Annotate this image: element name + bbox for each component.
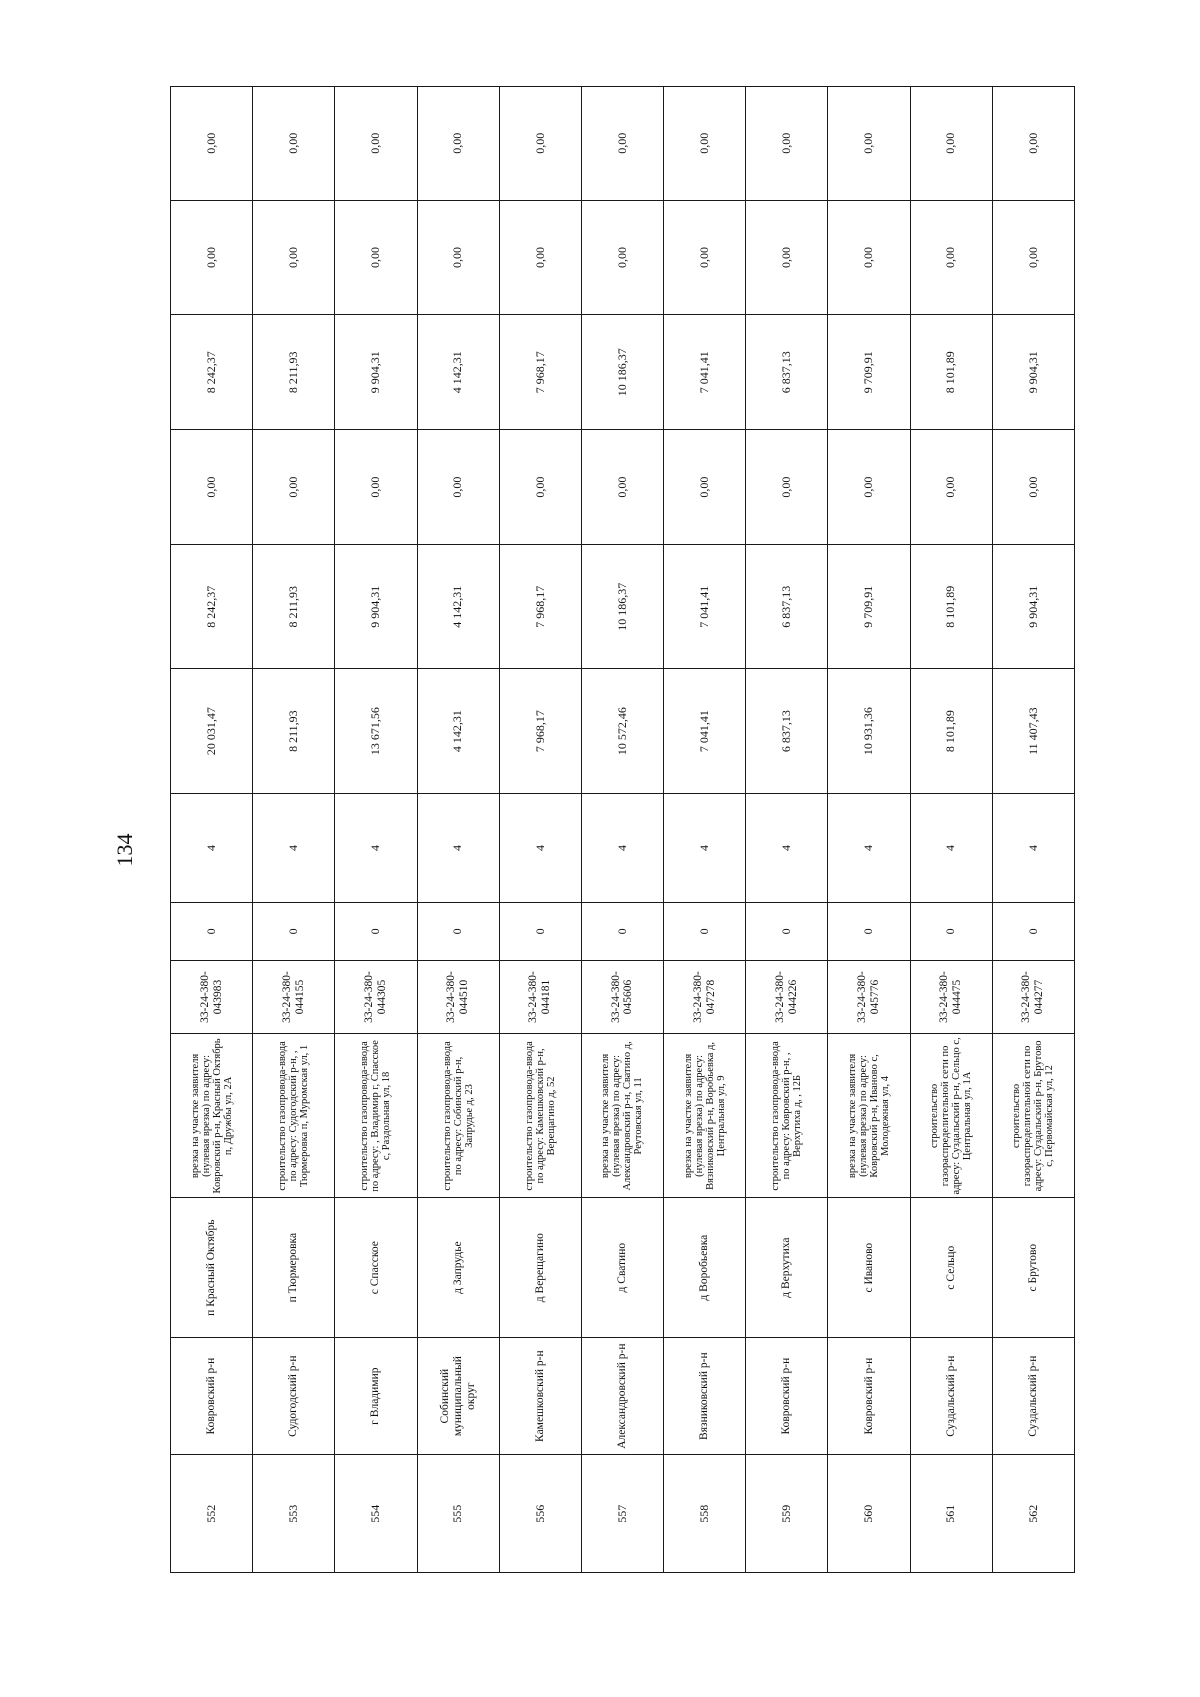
value-cell-8: 0,00 bbox=[335, 87, 417, 201]
value-cell-7: 0,00 bbox=[664, 200, 746, 315]
value-cell-5: 0,00 bbox=[664, 430, 746, 545]
value-cell-6: 9 904,31 bbox=[992, 315, 1074, 430]
settlement-cell: с Брутово bbox=[992, 1198, 1074, 1337]
value-cell-5: 0,00 bbox=[417, 430, 499, 545]
application-code-cell: 33-24-380-047278 bbox=[664, 960, 746, 1034]
value-cell-7: 0,00 bbox=[828, 200, 910, 315]
value-cell-3: 8 211,93 bbox=[253, 669, 335, 793]
value-cell-8: 0,00 bbox=[581, 87, 663, 201]
value-cell-3: 7 041,41 bbox=[664, 669, 746, 793]
value-cell-6: 4 142,31 bbox=[417, 315, 499, 430]
value-cell-5: 0,00 bbox=[499, 430, 581, 545]
settlement-cell: д Запрудье bbox=[417, 1198, 499, 1337]
value-cell-1: 0 bbox=[992, 903, 1074, 960]
page-number: 134 bbox=[112, 833, 137, 867]
value-cell-8: 0,00 bbox=[746, 87, 828, 201]
value-cell-3: 8 101,89 bbox=[910, 669, 992, 793]
value-cell-8: 0,00 bbox=[499, 87, 581, 201]
district-cell: г Владимир bbox=[335, 1337, 417, 1455]
district-cell: Собинский муниципальный округ bbox=[417, 1337, 499, 1455]
work-address-cell: строительство газопровода-ввода по адресу: Судогодский р-н, , Тюрмеровка п, Муромская ул, 1 bbox=[253, 1034, 335, 1198]
value-cell-1: 0 bbox=[910, 903, 992, 960]
settlement-cell: д Верещагино bbox=[499, 1198, 581, 1337]
value-cell-8: 0,00 bbox=[171, 87, 253, 201]
value-cell-5: 0,00 bbox=[581, 430, 663, 545]
value-cell-1: 0 bbox=[171, 903, 253, 960]
work-address-cell: строительство газопровода-ввода по адресу: Камешковский р-н, Верещагино д, 52 bbox=[499, 1034, 581, 1198]
settlement-cell: с Спасское bbox=[335, 1198, 417, 1337]
value-cell-7: 0,00 bbox=[581, 200, 663, 315]
value-cell-6: 7 041,41 bbox=[664, 315, 746, 430]
value-cell-5: 0,00 bbox=[335, 430, 417, 545]
work-address-cell: строительство газопровода-ввода по адресу: , Владимир г, Спасское с, Раздольная ул, 18 bbox=[335, 1034, 417, 1198]
row-number-cell: 561 bbox=[910, 1455, 992, 1573]
value-cell-4: 7 041,41 bbox=[664, 545, 746, 669]
table-row bbox=[910, 87, 992, 1573]
value-cell-1: 0 bbox=[335, 903, 417, 960]
table-row bbox=[171, 87, 253, 1573]
district-cell: Ковровский р-н bbox=[828, 1337, 910, 1455]
application-code-cell: 33-24-380-045606 bbox=[581, 960, 663, 1034]
value-cell-8: 0,00 bbox=[910, 87, 992, 201]
value-cell-6: 10 186,37 bbox=[581, 315, 663, 430]
table-row bbox=[664, 87, 746, 1573]
work-address-cell: врезка на участке заявителя (нулевая врезка) по адресу: Александровский р-н, Сватино д, Реутовская ул, 11 bbox=[581, 1034, 663, 1198]
value-cell-6: 7 968,17 bbox=[499, 315, 581, 430]
value-cell-2: 4 bbox=[992, 793, 1074, 902]
value-cell-5: 0,00 bbox=[828, 430, 910, 545]
value-cell-4: 9 709,91 bbox=[828, 545, 910, 669]
table-row bbox=[499, 87, 581, 1573]
table-row bbox=[581, 87, 663, 1573]
value-cell-3: 13 671,56 bbox=[335, 669, 417, 793]
value-cell-1: 0 bbox=[828, 903, 910, 960]
row-number-cell: 552 bbox=[171, 1455, 253, 1573]
application-code-cell: 33-24-380-044181 bbox=[499, 960, 581, 1034]
value-cell-1: 0 bbox=[664, 903, 746, 960]
value-cell-4: 8 242,37 bbox=[171, 545, 253, 669]
value-cell-2: 4 bbox=[828, 793, 910, 902]
district-cell: Ковровский р-н bbox=[171, 1337, 253, 1455]
row-number-cell: 558 bbox=[664, 1455, 746, 1573]
application-code-cell: 33-24-380-044277 bbox=[992, 960, 1074, 1034]
value-cell-3: 7 968,17 bbox=[499, 669, 581, 793]
table-row bbox=[992, 87, 1074, 1573]
value-cell-8: 0,00 bbox=[992, 87, 1074, 201]
settlement-cell: д Воробьевка bbox=[664, 1198, 746, 1337]
settlement-cell: д Верхутиха bbox=[746, 1198, 828, 1337]
district-cell: Судогодский р-н bbox=[253, 1337, 335, 1455]
work-address-cell: врезка на участке заявителя (нулевая врезка) по адресу: Вязниковский р-н, Воробьевка д, Центральная ул, 9 bbox=[664, 1034, 746, 1198]
district-cell: Суздальский р-н bbox=[910, 1337, 992, 1455]
value-cell-7: 0,00 bbox=[417, 200, 499, 315]
settlement-cell: с Иваново bbox=[828, 1198, 910, 1337]
value-cell-7: 0,00 bbox=[499, 200, 581, 315]
value-cell-2: 4 bbox=[581, 793, 663, 902]
value-cell-4: 8 211,93 bbox=[253, 545, 335, 669]
value-cell-6: 8 242,37 bbox=[171, 315, 253, 430]
value-cell-3: 10 572,46 bbox=[581, 669, 663, 793]
settlement-cell: с Сельцо bbox=[910, 1198, 992, 1337]
value-cell-8: 0,00 bbox=[253, 87, 335, 201]
value-cell-1: 0 bbox=[417, 903, 499, 960]
row-number-cell: 553 bbox=[253, 1455, 335, 1573]
value-cell-1: 0 bbox=[581, 903, 663, 960]
table-body bbox=[171, 87, 1075, 1573]
row-number-cell: 554 bbox=[335, 1455, 417, 1573]
work-address-cell: врезка на участке заявителя (нулевая врезка) по адресу: Ковровский р-н, Красный Октябрь п, Дружбы ул, 2А bbox=[171, 1034, 253, 1198]
value-cell-1: 0 bbox=[746, 903, 828, 960]
table-row bbox=[828, 87, 910, 1573]
district-cell: Ковровский р-н bbox=[746, 1337, 828, 1455]
row-number-cell: 559 bbox=[746, 1455, 828, 1573]
settlement-cell: д Сватино bbox=[581, 1198, 663, 1337]
value-cell-2: 4 bbox=[664, 793, 746, 902]
value-cell-4: 4 142,31 bbox=[417, 545, 499, 669]
value-cell-2: 4 bbox=[171, 793, 253, 902]
application-code-cell: 33-24-380-044226 bbox=[746, 960, 828, 1034]
district-cell: Суздальский р-н bbox=[992, 1337, 1074, 1455]
value-cell-2: 4 bbox=[746, 793, 828, 902]
value-cell-7: 0,00 bbox=[171, 200, 253, 315]
row-number-cell: 555 bbox=[417, 1455, 499, 1573]
row-number-cell: 556 bbox=[499, 1455, 581, 1573]
application-code-cell: 33-24-380-044155 bbox=[253, 960, 335, 1034]
value-cell-4: 7 968,17 bbox=[499, 545, 581, 669]
district-cell: Вязниковский р-н bbox=[664, 1337, 746, 1455]
work-address-cell: строительство газопровода-ввода по адресу: Ковровский р-н, , Верхутиха д, , 12Б bbox=[746, 1034, 828, 1198]
value-cell-6: 6 837,13 bbox=[746, 315, 828, 430]
table-row bbox=[253, 87, 335, 1573]
value-cell-6: 9 904,31 bbox=[335, 315, 417, 430]
value-cell-8: 0,00 bbox=[664, 87, 746, 201]
row-number-cell: 562 bbox=[992, 1455, 1074, 1573]
value-cell-2: 4 bbox=[253, 793, 335, 902]
application-code-cell: 33-24-380-045776 bbox=[828, 960, 910, 1034]
value-cell-7: 0,00 bbox=[992, 200, 1074, 315]
value-cell-7: 0,00 bbox=[746, 200, 828, 315]
value-cell-6: 8 211,93 bbox=[253, 315, 335, 430]
data-table bbox=[170, 86, 1075, 1573]
settlement-cell: п Тюрмеровка bbox=[253, 1198, 335, 1337]
value-cell-4: 8 101,89 bbox=[910, 545, 992, 669]
table-row bbox=[746, 87, 828, 1573]
value-cell-2: 4 bbox=[335, 793, 417, 902]
value-cell-5: 0,00 bbox=[746, 430, 828, 545]
row-number-cell: 560 bbox=[828, 1455, 910, 1573]
row-number-cell: 557 bbox=[581, 1455, 663, 1573]
application-code-cell: 33-24-380-043983 bbox=[171, 960, 253, 1034]
application-code-cell: 33-24-380-044475 bbox=[910, 960, 992, 1034]
value-cell-3: 4 142,31 bbox=[417, 669, 499, 793]
value-cell-3: 10 931,36 bbox=[828, 669, 910, 793]
value-cell-3: 11 407,43 bbox=[992, 669, 1074, 793]
value-cell-2: 4 bbox=[499, 793, 581, 902]
work-address-cell: врезка на участке заявителя (нулевая врезка) по адресу: Ковровский р-н, Иваново с, Молодежная ул, 4 bbox=[828, 1034, 910, 1198]
value-cell-5: 0,00 bbox=[253, 430, 335, 545]
value-cell-7: 0,00 bbox=[335, 200, 417, 315]
district-cell: Камешковский р-н bbox=[499, 1337, 581, 1455]
application-code-cell: 33-24-380-044305 bbox=[335, 960, 417, 1034]
value-cell-3: 6 837,13 bbox=[746, 669, 828, 793]
value-cell-1: 0 bbox=[253, 903, 335, 960]
value-cell-8: 0,00 bbox=[417, 87, 499, 201]
rotated-table-wrapper bbox=[170, 86, 1075, 1573]
value-cell-5: 0,00 bbox=[171, 430, 253, 545]
value-cell-1: 0 bbox=[499, 903, 581, 960]
district-cell: Александровский р-н bbox=[581, 1337, 663, 1455]
value-cell-4: 9 904,31 bbox=[335, 545, 417, 669]
value-cell-6: 9 709,91 bbox=[828, 315, 910, 430]
table-row bbox=[417, 87, 499, 1573]
work-address-cell: строительство газопровода-ввода по адресу: Собинский р-н, Запрудье д, 23 bbox=[417, 1034, 499, 1198]
table-row bbox=[335, 87, 417, 1573]
work-address-cell: строительство газораспределительной сети по адресу: Суздальский р-н, Сельцо с, Центральная ул, 1А bbox=[910, 1034, 992, 1198]
value-cell-8: 0,00 bbox=[828, 87, 910, 201]
value-cell-4: 10 186,37 bbox=[581, 545, 663, 669]
value-cell-5: 0,00 bbox=[992, 430, 1074, 545]
value-cell-3: 20 031,47 bbox=[171, 669, 253, 793]
value-cell-2: 4 bbox=[910, 793, 992, 902]
work-address-cell: строительство газораспределительной сети по адресу: Суздальский р-н, Брутово с, Первомайская ул, 12 bbox=[992, 1034, 1074, 1198]
application-code-cell: 33-24-380-044510 bbox=[417, 960, 499, 1034]
value-cell-6: 8 101,89 bbox=[910, 315, 992, 430]
settlement-cell: п Красный Октябрь bbox=[171, 1198, 253, 1337]
value-cell-5: 0,00 bbox=[910, 430, 992, 545]
value-cell-4: 9 904,31 bbox=[992, 545, 1074, 669]
value-cell-7: 0,00 bbox=[253, 200, 335, 315]
value-cell-2: 4 bbox=[417, 793, 499, 902]
value-cell-7: 0,00 bbox=[910, 200, 992, 315]
value-cell-4: 6 837,13 bbox=[746, 545, 828, 669]
